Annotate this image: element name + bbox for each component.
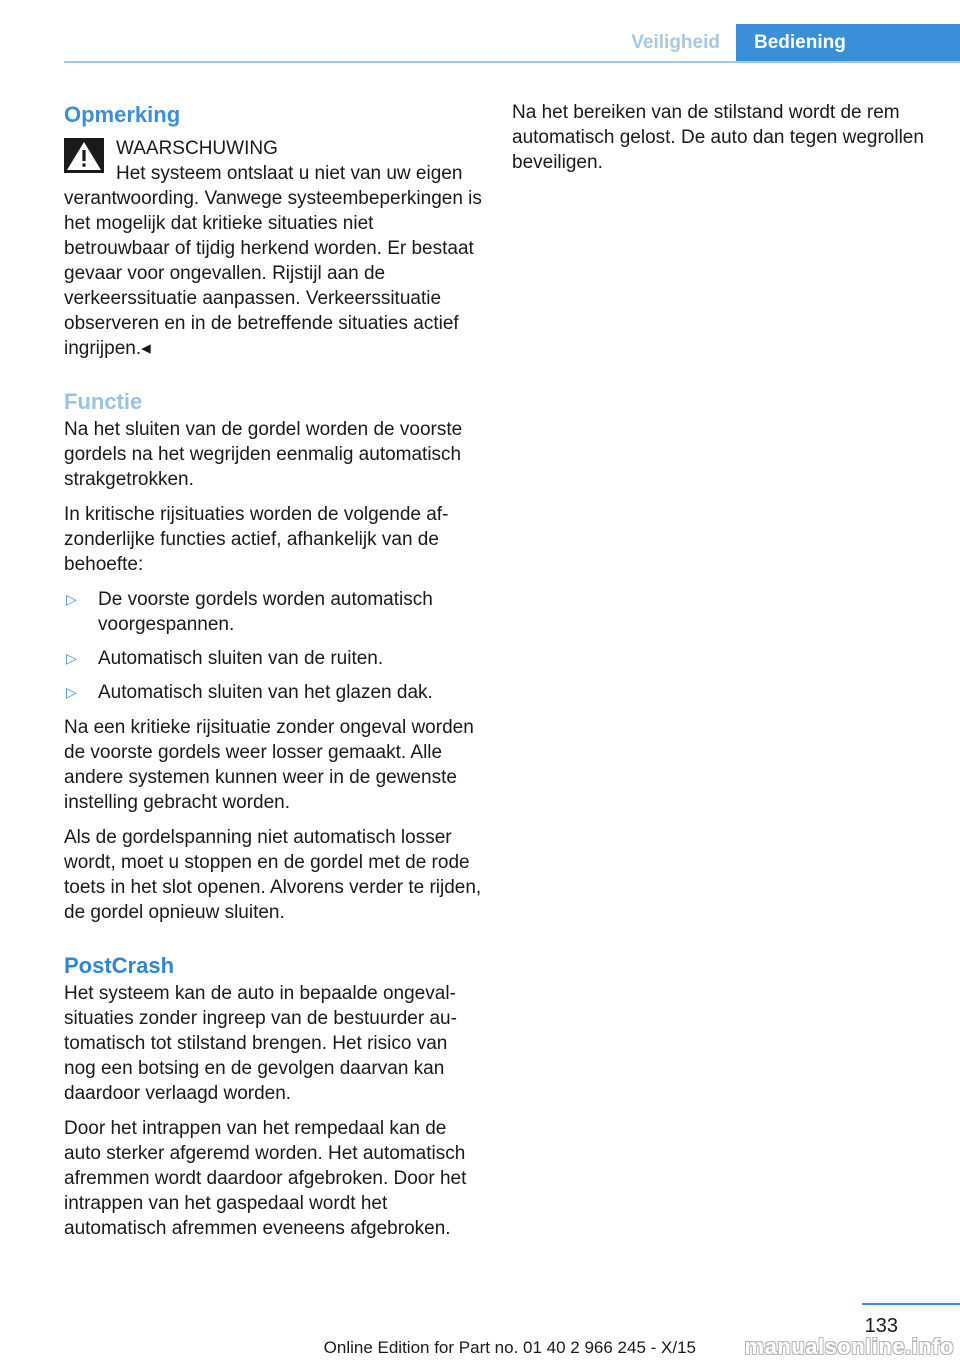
postcrash-paragraph-2: Door het intrappen van het rempedaal kan de auto sterker afgeremd worden. Het automatisch afremmen wordt daardoor afgebroken. Door het intrappen van het gaspedaal wordt het automatisch afremmen eveneens afgebroken. (64, 1118, 467, 1239)
footer-rule (862, 1303, 960, 1305)
functie-bullet-list (64, 587, 482, 705)
functie-paragraph-4: Als de gordelspanning niet automatisch losser wordt, moet u stoppen en de gordel met de rode toets in het slot openen. Alvorens verder te rijden, de gordel opnieuw sluiten. (64, 827, 482, 923)
functie-paragraph-1: Na het sluiten van de gordel worden de voorste gordels na het wegrijden eenmalig automatisch strakgetrokken. (64, 419, 463, 490)
postcrash-heading: PostCrash (64, 953, 175, 978)
list-item (64, 646, 482, 671)
list-item-text: Automatisch sluiten van het glazen dak. (98, 682, 433, 703)
left-column (64, 100, 482, 1251)
functie-paragraph-2: In kritische rijsituaties worden de volgende afzonderlijke functies actief, afhankelijk van de behoefte: (64, 504, 449, 575)
edition-text: Online Edition for Part no. 01 40 2 966 245 - X/15 (323, 1338, 696, 1357)
triangle-right-icon: ▷ (66, 684, 77, 700)
note-heading: Opmerking (64, 102, 181, 127)
warning-block (64, 136, 482, 361)
triangle-right-icon: ▷ (66, 650, 77, 666)
right-column (512, 100, 932, 185)
right-paragraph-1: Na het bereiken van de stilstand wordt de rem automatisch gelost. De auto dan tegen wegrollen beveiligen. (512, 102, 924, 173)
list-item-text: De voorste gordels worden automatisch voorgespannen. (98, 589, 433, 635)
tab-bediening[interactable]: Bediening (736, 24, 960, 62)
postcrash-paragraph-1: Het systeem kan de auto in bepaalde ongevalsituaties zonder ingreep van de bestuurder automatisch tot stilstand brengen. Het risico van nog een botsing en de gevolgen daarvan kan daardoor verlaagd worden. (64, 983, 457, 1104)
list-item-text: Automatisch sluiten van de ruiten. (98, 648, 384, 669)
tab-veiligheid[interactable]: Veiligheid (631, 32, 720, 53)
watermark: manualsonline.info (744, 1334, 954, 1359)
page-number: 133 (864, 1315, 898, 1337)
list-item (64, 680, 482, 705)
functie-heading: Functie (64, 389, 143, 414)
warning-triangle-icon (64, 138, 104, 173)
functie-paragraph-3: Na een kritieke rijsituatie zonder ongeval worden de voorste gordels weer losser gemaakt. Alle andere systemen kunnen weer in de gewenste instelling gebracht worden. (64, 717, 474, 813)
triangle-right-icon: ▷ (66, 591, 77, 607)
header-rule (64, 61, 960, 63)
list-item (64, 587, 482, 637)
warning-text: Het systeem ontslaat u niet van uw eigen verantwoording. Vanwege systeembeperkingen is het mogelijk dat kritieke situaties niet betrouwbaar of tijdig herkend worden. Er bestaat gevaar voor ongevallen. Rijstijl aan de verkeerssituatie aanpassen. Verkeerssituatie observeren en in de betreffende situaties actief ingrijpen.◂ (64, 163, 482, 359)
warning-label: WAARSCHUWING (116, 138, 278, 159)
